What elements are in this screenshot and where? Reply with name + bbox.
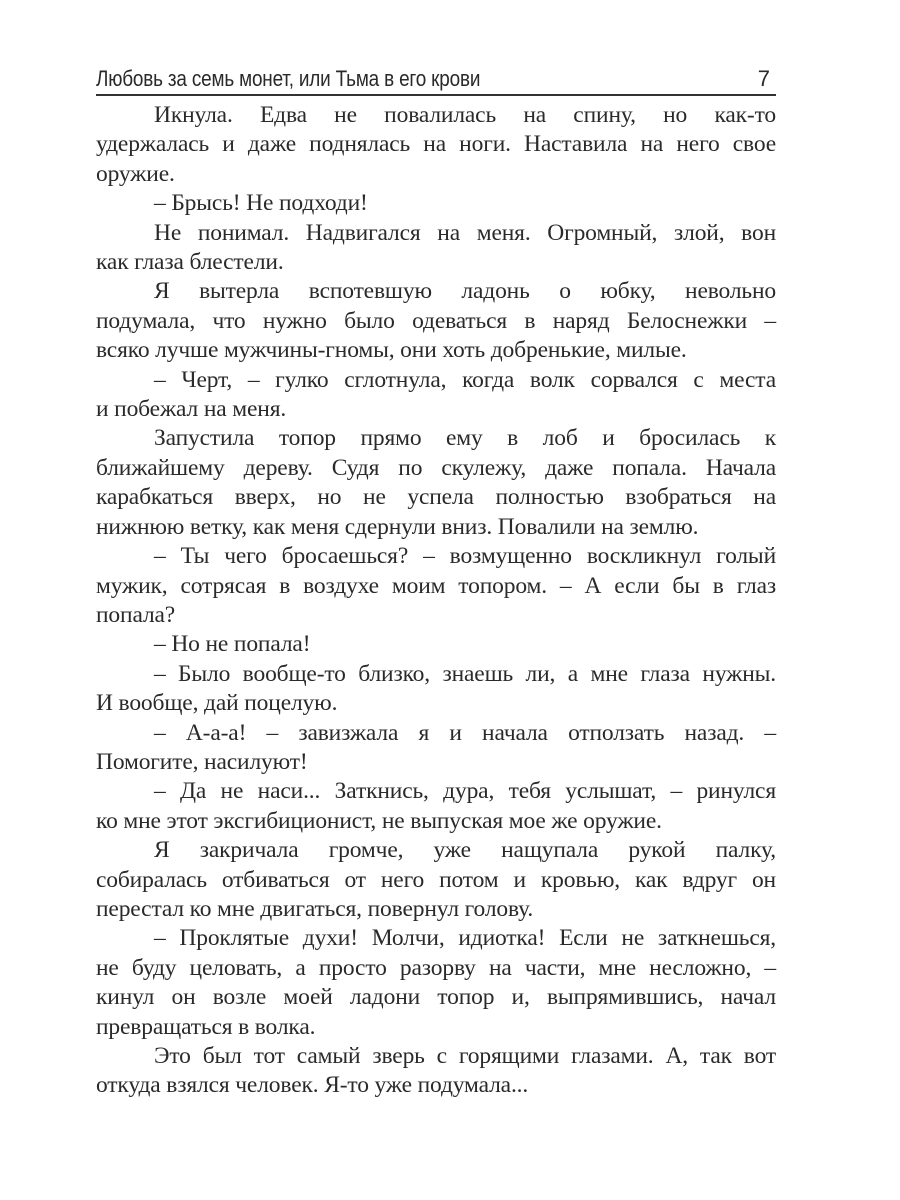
paragraph	[96, 189, 776, 218]
text-line: подумала, что нужно было одеваться в наряд Белоснежки –	[96, 307, 776, 334]
text-line: – Но не попала!	[154, 631, 311, 658]
text-line: нижнюю ветку, как меня сдернули вниз. Повалили на землю.	[96, 513, 699, 540]
text-line: как глаза блестели.	[96, 249, 284, 276]
paragraph	[96, 366, 776, 425]
text-line: Помогите, насилуют!	[96, 748, 308, 775]
paragraph	[96, 101, 776, 189]
paragraph	[96, 660, 776, 719]
text-line: Я закричала громче, уже нащупала рукой палку,	[154, 837, 776, 864]
text-line: ко мне этот эксгибиционист, не выпуская мое же оружие.	[96, 807, 662, 834]
text-line: Это был тот самый зверь с горящими глазами. А, так вот	[154, 1043, 776, 1069]
text-line: – Проклятые духи! Молчи, идиотка! Если не заткнешься,	[154, 925, 776, 952]
running-header	[96, 56, 776, 96]
paragraph	[96, 424, 776, 542]
text-line: – Ты чего бросаешься? – возмущенно воскликнул голый	[154, 543, 776, 570]
text-line: – Черт, – гулко сглотнула, когда волк сорвался с места	[154, 366, 776, 393]
paragraph	[96, 777, 776, 836]
text-line: ближайшему дереву. Судя по скулежу, даже попала. Начала	[96, 454, 776, 481]
page-number: 7	[757, 66, 770, 91]
text-line: собиралась отбиваться от него потом и кровью, как вдруг он	[96, 866, 776, 893]
text-line: удержалась и даже поднялась на ноги. Наставила на него свое	[96, 131, 776, 158]
paragraph	[96, 542, 776, 630]
text-line: Икнула. Едва не повалилась на спину, но как-то	[154, 102, 776, 128]
paragraph	[96, 630, 776, 659]
text-line: И вообще, дай поцелую.	[96, 690, 338, 717]
paragraph	[96, 836, 776, 924]
text-line: – Было вообще-то близко, знаешь ли, а мне глаза нужны.	[154, 660, 776, 687]
text-line: Не понимал. Надвигался на меня. Огромный, злой, вон	[154, 219, 776, 246]
text-line: всяко лучше мужчины-гномы, они хоть добренькие, милые.	[96, 337, 687, 364]
text-line: – А-а-а! – завизжала я и начала отползать назад. –	[154, 719, 776, 746]
book-title: Любовь за семь монет, или Тьма в его крови	[96, 66, 481, 91]
text-line: превращаться в волка.	[96, 1013, 316, 1040]
text-line: карабкаться вверх, но не успела полностью взобраться на	[96, 484, 776, 511]
text-line: и побежал на меня.	[96, 396, 287, 423]
text-line: откуда взялся человек. Я-то уже подумала...	[96, 1072, 529, 1099]
paragraph	[96, 1042, 776, 1101]
text-line: перестал ко мне двигаться, повернул голову.	[96, 895, 534, 922]
text-line: – Брысь! Не подходи!	[154, 190, 368, 217]
text-line: Запустила топор прямо ему в лоб и бросилась к	[154, 425, 776, 452]
paragraph	[96, 277, 776, 365]
page-body	[96, 101, 776, 1101]
paragraph	[96, 219, 776, 278]
text-line: мужик, сотрясая в воздухе моим топором. – А если бы в глаз	[96, 572, 776, 599]
text-line: попала?	[96, 601, 176, 628]
text-line: – Да не наси... Заткнись, дура, тебя услышат, – ринулся	[154, 778, 776, 805]
text-line: не буду целовать, а просто разорву на части, мне несложно, –	[96, 954, 776, 981]
paragraph	[96, 719, 776, 778]
paragraph	[96, 924, 776, 1042]
text-line: кинул он возле моей ладони топор и, выпрямившись, начал	[96, 984, 776, 1011]
text-line: оружие.	[96, 160, 175, 187]
text-line: Я вытерла вспотевшую ладонь о юбку, невольно	[154, 278, 776, 305]
